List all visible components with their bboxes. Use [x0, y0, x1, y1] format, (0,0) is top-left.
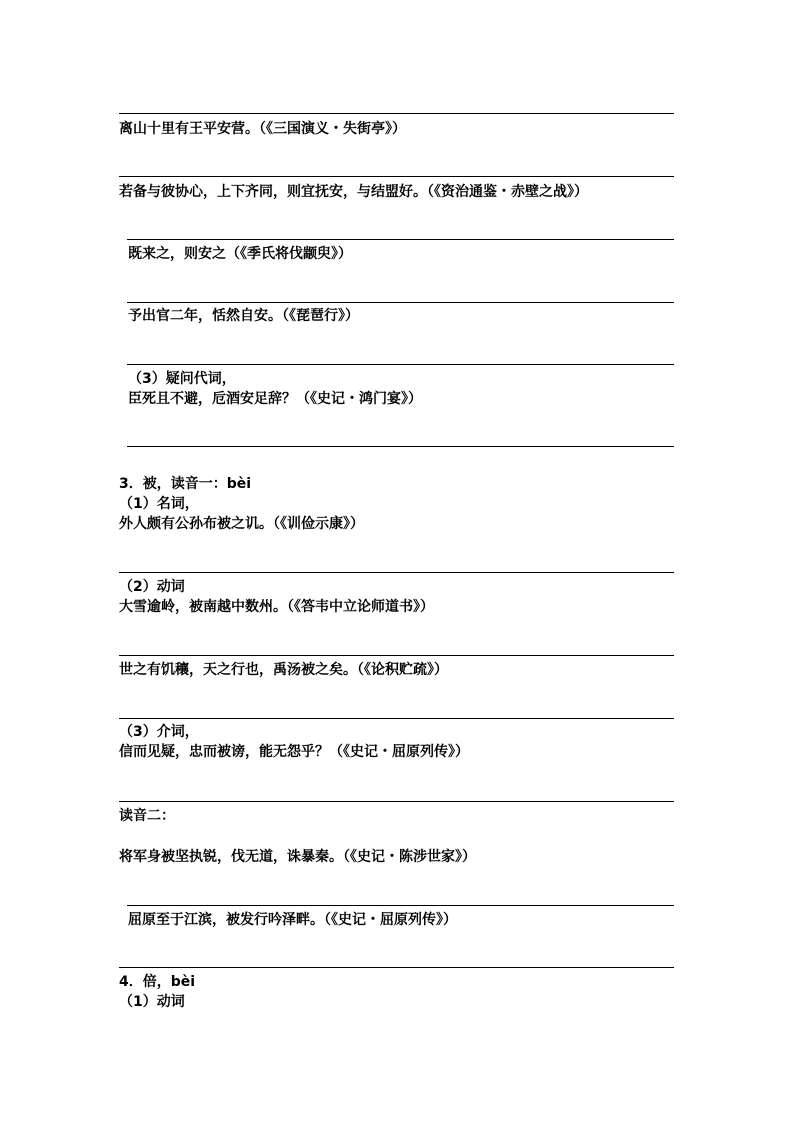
section-heading: 4．倍，bèi	[119, 974, 196, 990]
example-sentence: 屈原至于江滨，被发行吟泽畔。（《史记・屈原列传》）	[128, 912, 457, 928]
example-sentence: 世之有饥穰，天之行也，禹汤被之矣。（《论积贮疏》）	[119, 662, 448, 678]
answer-line	[119, 113, 674, 114]
answer-line	[127, 302, 674, 303]
section-subheading: （3）疑问代词，	[128, 371, 236, 387]
answer-line	[127, 446, 674, 447]
section-subheading: （1）名词，	[119, 496, 199, 512]
example-sentence: 离山十里有王平安营。（《三国演义・失街亭》）	[119, 121, 406, 137]
example-sentence: 予出官二年，恬然自安。（《琵琶行》）	[128, 308, 359, 324]
section-subheading: （2）动词	[119, 579, 185, 595]
answer-line	[127, 905, 674, 906]
example-sentence: 若备与彼协心，上下齐同，则宜抚安，与结盟好。（《资治通鉴・赤壁之战》）	[119, 184, 588, 200]
example-sentence: 臣死且不避，卮酒安足辞？（《史记・鸿门宴》）	[128, 391, 422, 407]
answer-line	[127, 364, 674, 365]
section-subheading: 读音二：	[119, 808, 175, 824]
example-sentence: 外人颇有公孙布被之讥。（《训俭示康》）	[119, 516, 364, 532]
answer-line	[119, 801, 674, 802]
answer-line	[119, 655, 674, 656]
section-subheading: （1）动词	[119, 994, 185, 1010]
example-sentence: 将军身被坚执锐，伐无道，诛暴秦。（《史记・陈涉世家》）	[119, 849, 476, 865]
example-sentence: 大雪逾岭，被南越中数州。（《答韦中立论师道书》）	[119, 599, 434, 615]
answer-line	[119, 176, 674, 177]
section-subheading: （3）介词，	[119, 724, 199, 740]
example-sentence: 信而见疑，忠而被谤，能无怨乎？（《史记・屈原列传》）	[119, 744, 469, 760]
answer-line	[119, 718, 674, 719]
example-sentence: 既来之，则安之（《季氏将伐颛臾》）	[128, 246, 352, 262]
answer-line	[119, 572, 674, 573]
answer-line	[119, 967, 674, 968]
answer-line	[127, 239, 674, 240]
section-heading: 3．被，读音一：bèi	[119, 476, 252, 492]
